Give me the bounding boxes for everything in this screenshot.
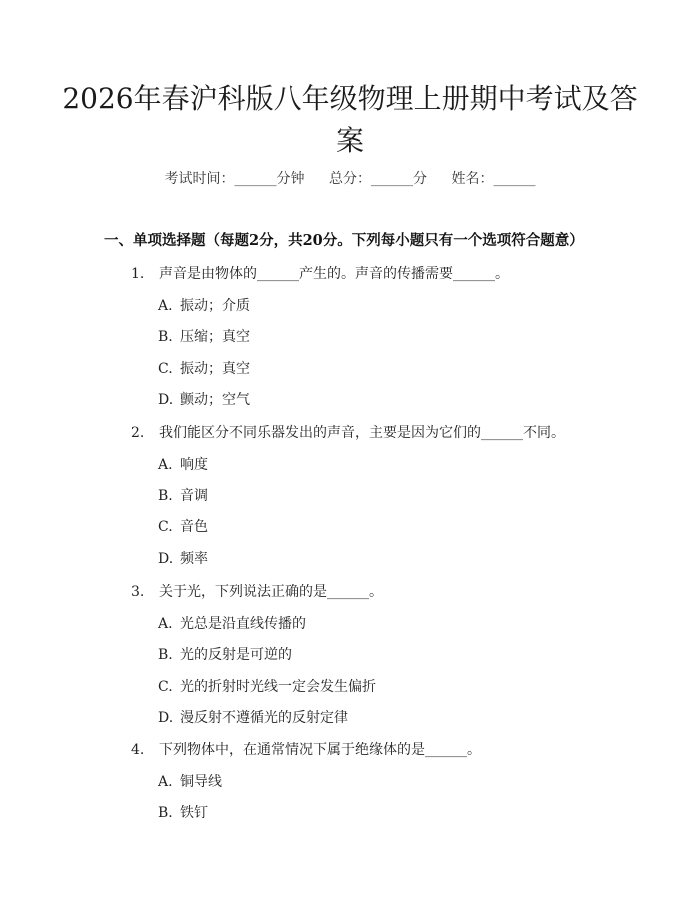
option-text: 漫反射不遵循光的反射定律 <box>180 710 348 726</box>
option-letter: A. <box>158 457 173 473</box>
option-text: 响度 <box>180 457 208 473</box>
option-letter: A. <box>158 298 173 314</box>
option-letter: B. <box>158 647 173 663</box>
option-4-a <box>158 771 222 791</box>
option-1-d <box>158 389 250 409</box>
question-4 <box>131 739 481 759</box>
exam-meta <box>0 168 700 188</box>
option-letter: D. <box>158 392 174 408</box>
option-letter: C. <box>158 519 173 535</box>
question-number: 3. <box>131 584 145 600</box>
option-text: 音色 <box>180 519 208 535</box>
option-text: 光的反射是可逆的 <box>180 647 292 663</box>
option-letter: C. <box>158 679 173 695</box>
option-2-b <box>158 485 208 505</box>
option-text: 铜导线 <box>180 774 222 790</box>
exam-time-field: 考试时间：______分钟 <box>164 171 305 187</box>
question-2 <box>131 422 565 442</box>
option-1-c <box>158 358 250 378</box>
option-letter: B. <box>158 488 173 504</box>
option-3-c <box>158 676 376 696</box>
option-text: 光的折射时光线一定会发生偏折 <box>180 679 376 695</box>
question-3 <box>131 581 383 601</box>
option-text: 振动；介质 <box>180 298 250 314</box>
total-score-field: 总分：______分 <box>329 171 427 187</box>
option-1-b <box>158 326 250 346</box>
section-heading: 一、单项选择题（每题2分，共20分。下列每小题只有一个选项符合题意） <box>104 232 584 249</box>
question-number: 1. <box>131 266 145 282</box>
option-letter: B. <box>158 805 173 821</box>
question-text: 声音是由物体的______产生的。声音的传播需要______。 <box>159 266 509 282</box>
option-text: 颤动；空气 <box>180 392 250 408</box>
option-3-d <box>158 707 348 727</box>
question-text: 下列物体中，在通常情况下属于绝缘体的是______。 <box>159 742 481 758</box>
option-2-a <box>158 454 208 474</box>
question-text: 我们能区分不同乐器发出的声音，主要是因为它们的______不同。 <box>159 425 565 441</box>
student-name-field: 姓名：______ <box>451 171 536 187</box>
option-letter: D. <box>158 710 174 726</box>
question-number: 4. <box>131 742 145 758</box>
option-text: 音调 <box>180 488 208 504</box>
page-title: 2026年春沪科版八年级物理上册期中考试及答案 <box>62 82 638 157</box>
option-2-d <box>158 548 208 568</box>
question-text: 关于光，下列说法正确的是______。 <box>159 584 383 600</box>
option-4-b <box>158 802 208 822</box>
option-letter: D. <box>158 551 174 567</box>
option-2-c <box>158 516 208 536</box>
option-letter: B. <box>158 329 173 345</box>
option-3-b <box>158 644 292 664</box>
option-text: 铁钉 <box>180 805 208 821</box>
option-text: 压缩；真空 <box>180 329 250 345</box>
question-1 <box>131 263 509 283</box>
option-1-a <box>158 295 250 315</box>
option-letter: A. <box>158 774 173 790</box>
option-3-a <box>158 613 306 633</box>
option-letter: C. <box>158 361 173 377</box>
option-letter: A. <box>158 616 173 632</box>
option-text: 频率 <box>180 551 208 567</box>
option-text: 振动；真空 <box>180 361 250 377</box>
option-text: 光总是沿直线传播的 <box>180 616 306 632</box>
question-number: 2. <box>131 425 145 441</box>
